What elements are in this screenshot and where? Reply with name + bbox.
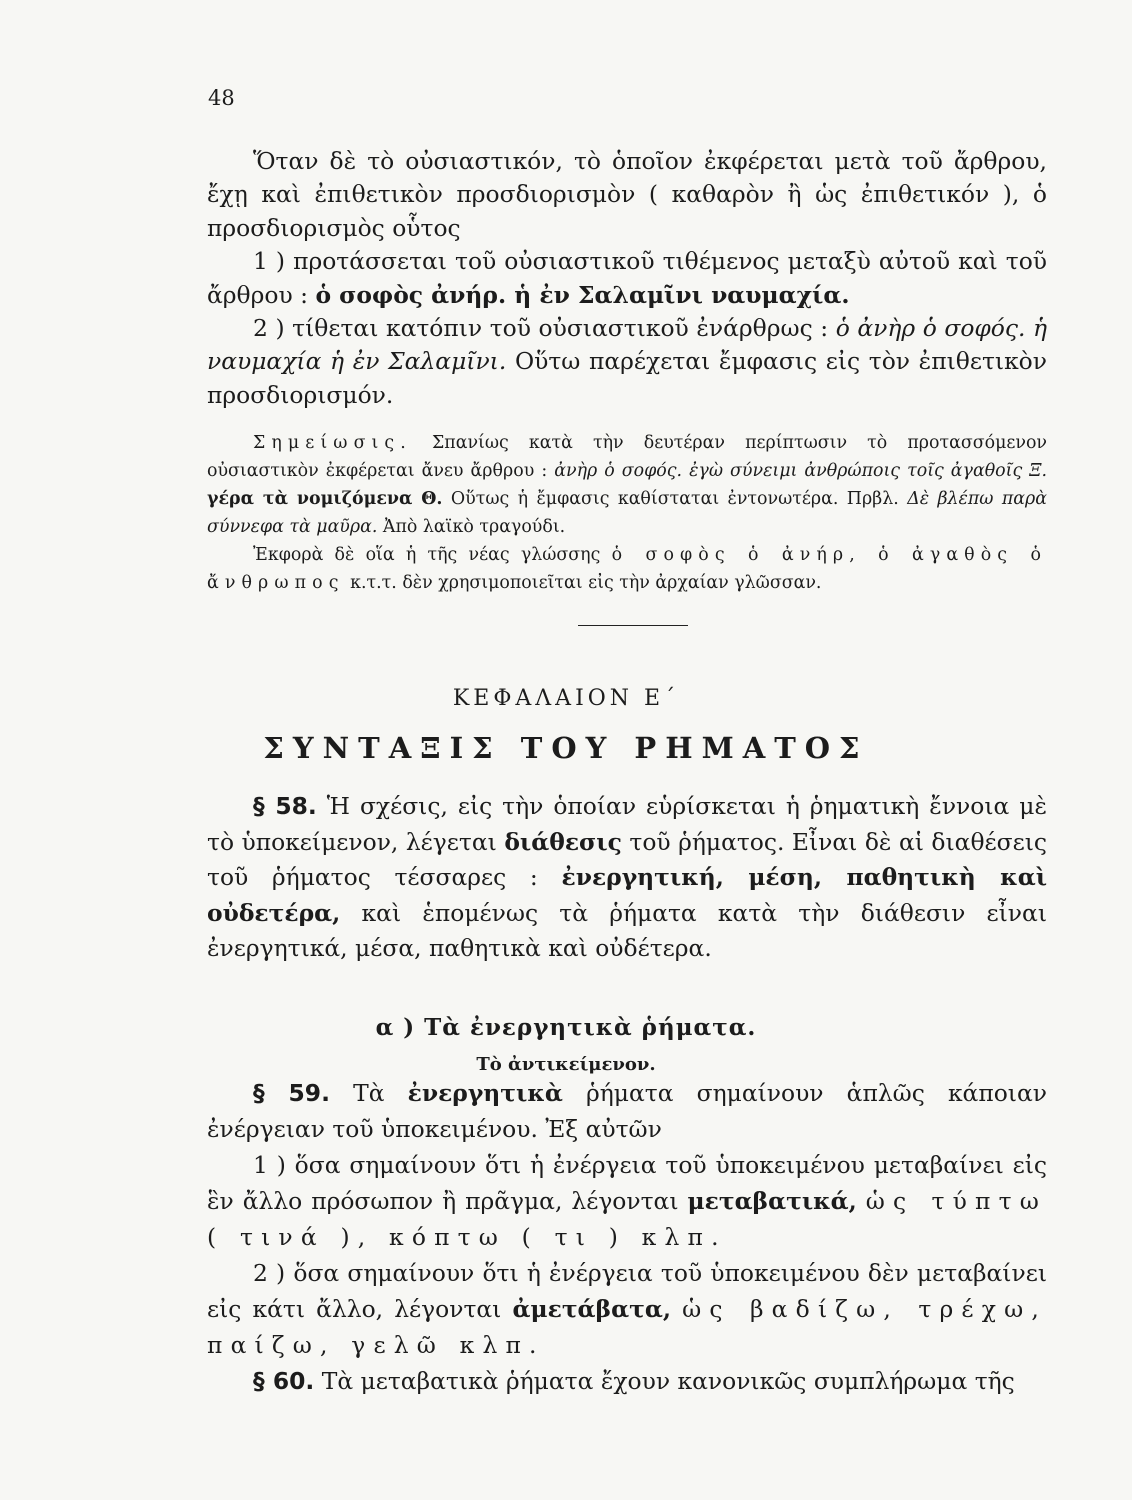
section-58-list: ἐνεργητική, μέση, παθητικὴ καὶ οὐδετέρα, — [207, 863, 1048, 927]
note-2-spaced: ὁ σοφὸς ὁ ἀνήρ, ὁ ἀγαθὸς ὁ ἄνθρωπος — [207, 545, 1048, 593]
note-label: Σημείωσις. — [253, 433, 412, 453]
note-text-3: Ἀπὸ λαϊκὸ τραγούδι. — [382, 517, 566, 537]
section-58-term: διάθεσις — [504, 827, 622, 856]
note-text-2: Οὕτως ἡ ἔμφασις καθίσταται ἐντονωτέρα. Πρβλ. — [450, 489, 899, 509]
section-59-rule-2 — [207, 1255, 1047, 1363]
section-58-text-1: Ἡ σχέσις, εἰς τὴν ὁποίαν εὑρίσκεται ἡ ῥηματικὴ ἔννοια μὲ τὸ ὑποκείμενον, λέγεται — [207, 792, 1048, 856]
section-59-rule-1 — [207, 1147, 1047, 1255]
section-59-rule-1-term: μεταβατικά, — [687, 1187, 857, 1215]
section-59-rule-1-text: 1 ) ὅσα σημαίνουν ὅτι ἡ ἐνέργεια τοῦ ὑποκειμένου μεταβαίνει εἰς ἓν ἄλλο πρόσωπον ἢ πρᾶγμα, λέγονται — [207, 1151, 1047, 1215]
section-58 — [207, 789, 1047, 967]
note-paragraph — [207, 429, 1047, 541]
section-60-paragraph — [207, 1363, 1047, 1399]
subheading-object: Τὸ ἀντικείμενον. — [476, 1054, 656, 1075]
note-example-1: ἀνὴρ ὁ σοφός. ἐγὼ σύνειμι ἀνθρώποις τοῖς ἀγαθοῖς Ξ. — [554, 461, 1048, 481]
chapter-title: ΣΥΝΤΑΞΙΣ ΤΟΥ ΡΗΜΑΤΟΣ — [263, 731, 869, 765]
section-59-rule-1-example: ὡς τύπτω ( τινά ), κόπτω ( τι ) κλπ. — [207, 1187, 1047, 1251]
section-59-number: § 59. — [253, 1079, 330, 1107]
section-59-rule-2-text: 2 ) ὅσα σημαίνουν ὅτι ἡ ἐνέργεια τοῦ ὑποκειμένου δὲν μεταβαίνει εἰς κάτι ἄλλο, λέγονται — [207, 1259, 1047, 1323]
section-59-60 — [207, 1075, 1047, 1399]
section-59-rule-2-example: ὡς βαδίζω, τρέχω, παίζω, γελῶ κλπ. — [207, 1295, 1047, 1359]
section-58-number: § 58. — [253, 792, 317, 820]
note-2-tail: κ.τ.τ. δὲν χρησιμοποιεῖται εἰς τὴν ἀρχαίαν γλῶσσαν. — [350, 573, 822, 593]
notes-section — [207, 429, 1047, 597]
rule-2 — [207, 312, 1047, 412]
section-divider — [578, 625, 688, 626]
section-58-text-2: τοῦ ῥήματος. Εἶναι δὲ αἱ διαθέσεις τοῦ ῥήματος τέσσαρες : — [207, 827, 1048, 891]
section-59-text-1: Τὰ — [353, 1079, 385, 1107]
note-example-3: Δὲ βλέπω παρὰ σύννεφα τὰ μαῦρα. — [207, 489, 1048, 537]
section-59-paragraph — [207, 1075, 1047, 1147]
section-60-text: Τὰ μεταβατικὰ ῥήματα ἔχουν κανονικῶς συμπλήρωμα τῆς — [321, 1367, 1015, 1395]
section-60-number: § 60. — [253, 1367, 315, 1395]
section-59-rule-2-term: ἀμετάβατα, — [512, 1295, 671, 1323]
intro-paragraph: Ὅταν δὲ τὸ οὐσιαστικόν, τὸ ὁποῖον ἐκφέρεται μετὰ τοῦ ἄρθρου, ἔχῃ καὶ ἐπιθετικὸν προσδιορισμὸν ( καθαρὸν ἢ ὡς ἐπιθετικόν ), ὁ προσδιορισμὸς οὗτος — [207, 147, 1047, 242]
subheading-active-verbs: α ) Τὰ ἐνεργητικὰ ῥήματα. — [375, 1014, 757, 1041]
rule-2-example: ὁ ἀνὴρ ὁ σοφός. ἡ ναυμαχία ἡ ἐν Σαλαμῖνι. — [207, 314, 1047, 376]
section-59-text-2: ῥήματα σημαίνουν ἁπλῶς κάποιαν ἐνέργειαν τοῦ ὑποκειμένου. Ἐξ αὐτῶν — [207, 1079, 1047, 1143]
rule-2-text: 2 ) τίθεται κατόπιν τοῦ οὐσιαστικοῦ ἐνάρθρως : — [253, 314, 829, 343]
section-58-paragraph — [207, 789, 1047, 967]
section-58-text-3: καὶ ἑπομένως τὰ ῥήματα κατὰ τὴν διάθεσιν εἶναι ἐνεργητικά, μέσα, παθητικὰ καὶ οὐδέτερα. — [207, 898, 1047, 962]
page-number: 48 — [208, 86, 235, 110]
note-example-2: γέρα τὰ νομιζόμενα Θ. — [207, 489, 443, 509]
rule-1-example: ὁ σοφὸς ἀνήρ. ἡ ἐν Σαλαμῖνι ναυμαχία. — [315, 280, 850, 309]
intro-section — [207, 145, 1047, 412]
rule-1-text: 1 ) προτάσσεται τοῦ οὐσιαστικοῦ τιθέμενος μεταξὺ αὐτοῦ καὶ τοῦ ἄρθρου : — [207, 247, 1047, 309]
note-text: Σπανίως κατὰ τὴν δευτέραν περίπτωσιν τὸ προτασσόμενον οὐσιαστικὸν ἐκφέρεται ἄνευ ἄρθρου : — [207, 433, 1048, 481]
rule-2-tail: Οὕτω παρέχεται ἔμφασις εἰς τὸν ἐπιθετικὸν προσδιορισμόν. — [207, 347, 1047, 409]
section-59-term: ἐνεργητικὰ — [407, 1079, 563, 1107]
note-2-paragraph — [207, 541, 1047, 597]
note-2-text: Ἐκφορὰ δὲ οἵα ἡ τῆς νέας γλώσσης — [253, 545, 601, 565]
chapter-label: ΚΕΦΑΛΑΙΟΝ Ε΄ — [452, 686, 680, 711]
rule-1 — [207, 245, 1047, 312]
